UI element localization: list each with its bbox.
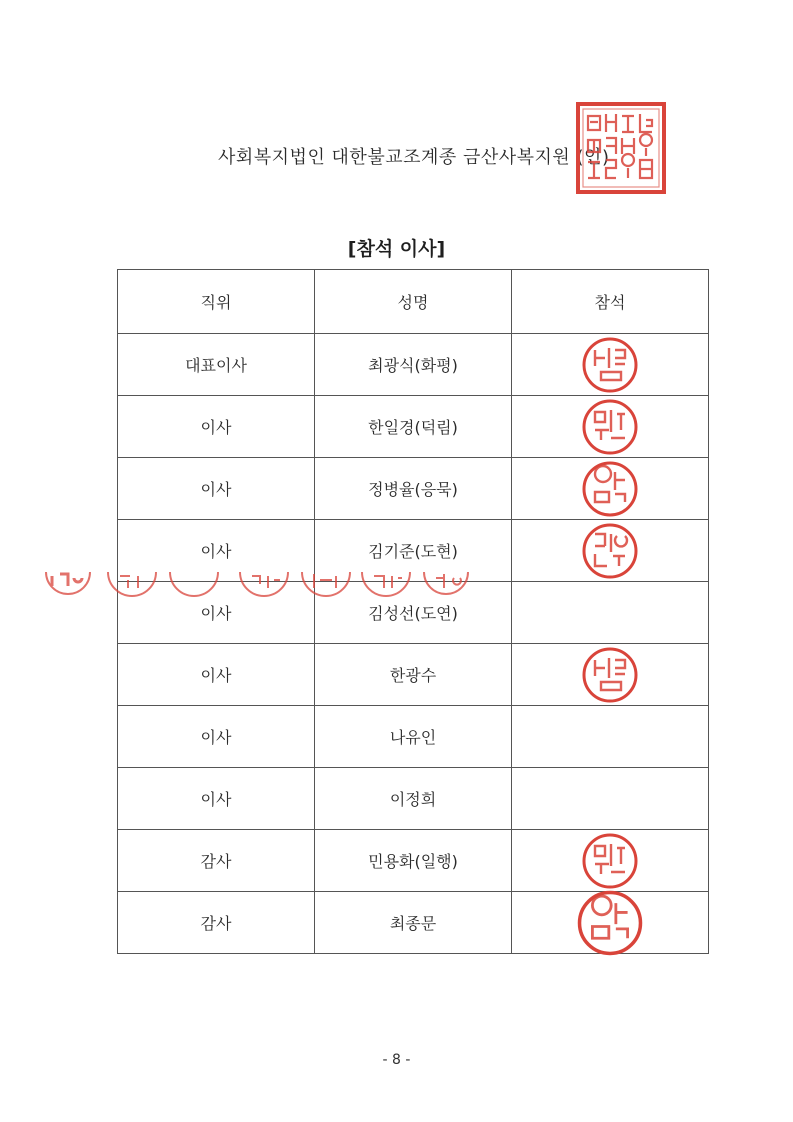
cell-name: 최종문: [315, 892, 512, 954]
table-row: [118, 334, 709, 396]
member-seal-icon: [581, 398, 639, 456]
cell-position: 이사: [118, 706, 315, 768]
header-position: 직위: [118, 270, 315, 334]
cell-attendance: [512, 582, 709, 644]
header-name: 성명: [315, 270, 512, 334]
cell-name: 김기준(도현): [315, 520, 512, 582]
cell-position: 감사: [118, 830, 315, 892]
cell-name: 한광수: [315, 644, 512, 706]
cell-position: 이사: [118, 520, 315, 582]
cell-attendance: [512, 892, 709, 954]
table-row: [118, 768, 709, 830]
member-seal-icon: [581, 522, 639, 580]
cell-name: 이정희: [315, 768, 512, 830]
member-seal-icon: [581, 460, 639, 518]
organization-seal-icon: [574, 100, 668, 196]
cell-attendance: [512, 644, 709, 706]
cell-position: 이사: [118, 458, 315, 520]
cell-attendance: [512, 830, 709, 892]
table-row: [118, 830, 709, 892]
cell-attendance: [512, 396, 709, 458]
cell-name: 한일경(덕림): [315, 396, 512, 458]
cell-name: 김성선(도연): [315, 582, 512, 644]
cell-name: 민용화(일행): [315, 830, 512, 892]
organization-title: 사회복지법인 대한불교조계종 금산사복지원 (인): [218, 147, 610, 168]
partial-seal-strip-icon: [40, 570, 480, 604]
member-seal-icon: [576, 889, 644, 957]
member-seal-icon: [581, 336, 639, 394]
cell-attendance: [512, 458, 709, 520]
table-row: [118, 892, 709, 954]
table-row: [118, 706, 709, 768]
cell-attendance: [512, 706, 709, 768]
cell-attendance: [512, 768, 709, 830]
member-seal-icon: [581, 646, 639, 704]
page-number: - 8 -: [382, 1052, 411, 1068]
member-seal-icon: [581, 832, 639, 890]
cell-position: 이사: [118, 582, 315, 644]
cell-name: 나유인: [315, 706, 512, 768]
table-row: [118, 644, 709, 706]
cell-name: 최광식(화평): [315, 334, 512, 396]
table-row: [118, 396, 709, 458]
cell-attendance: [512, 334, 709, 396]
cell-position: 이사: [118, 396, 315, 458]
cell-attendance: [512, 520, 709, 582]
cell-position: 감사: [118, 892, 315, 954]
header-attendance: 참석: [512, 270, 709, 334]
cell-position: 대표이사: [118, 334, 315, 396]
cell-position: 이사: [118, 644, 315, 706]
table-row: [118, 458, 709, 520]
cell-position: 이사: [118, 768, 315, 830]
table-header-row: [118, 270, 709, 334]
section-title: [참석 이사]: [347, 238, 446, 260]
cell-name: 정병율(응묵): [315, 458, 512, 520]
attendance-table: [117, 269, 709, 954]
